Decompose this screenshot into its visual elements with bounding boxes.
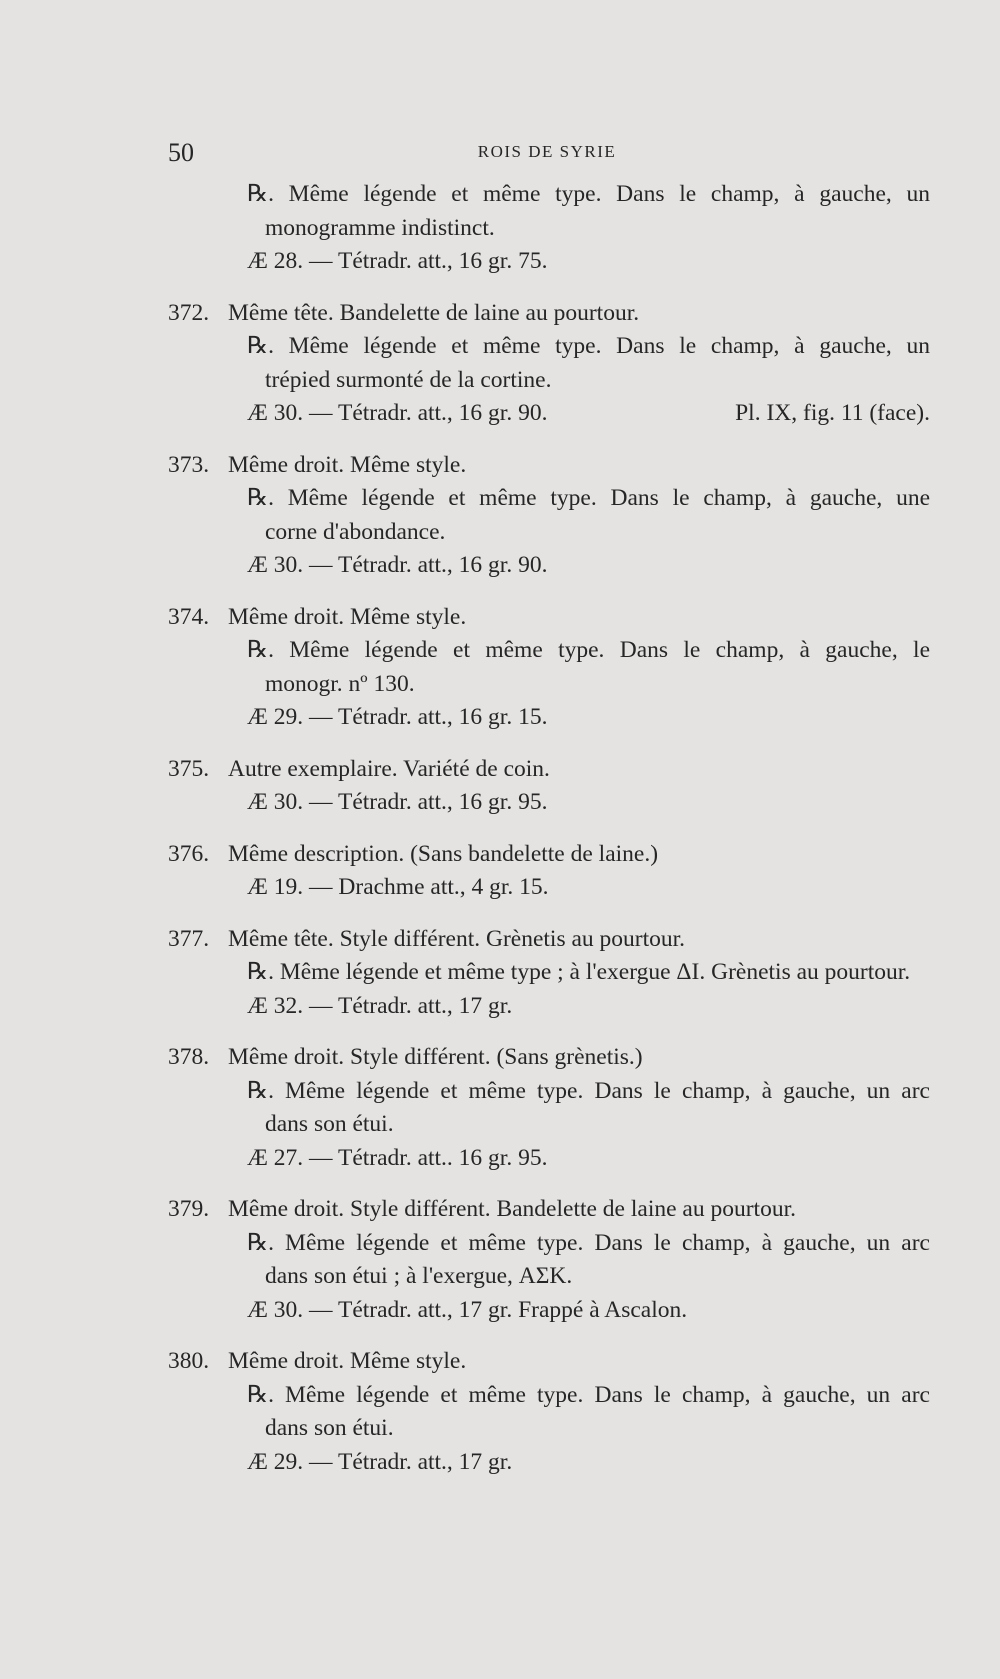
entry-text: Æ 28. — Tétradr. att., 16 gr. 75. [247, 248, 548, 274]
entry-line [168, 923, 930, 957]
catalogue-entry [168, 1193, 930, 1327]
entry-text: Même tête. Style différent. Grènetis au pourtour. [228, 925, 686, 952]
entry-line [168, 1379, 930, 1413]
entry-number: 374. [168, 603, 210, 630]
entry-line [168, 1041, 930, 1075]
entry-text: Æ 29. — Tétradr. att., 17 gr. [247, 1448, 513, 1475]
page-number: 50 [168, 138, 194, 167]
entry-line [168, 1446, 930, 1480]
entry-text: corne d'abondance. [265, 518, 446, 545]
entry-line [168, 1412, 930, 1446]
catalogue-entry [168, 178, 930, 279]
entry-text: Même tête. Bandelette de laine au pourtour. [228, 299, 640, 326]
entry-number: 379. [168, 1196, 210, 1222]
entry-number: 372. [168, 299, 210, 326]
catalogue-entry [168, 1345, 930, 1479]
entry-line [168, 364, 930, 398]
entry-text: dans son étui. [265, 1415, 394, 1441]
entry-line [168, 245, 930, 279]
entry-text: dans son étui. [265, 1111, 394, 1137]
entry-line [168, 1260, 930, 1294]
catalogue-entry [168, 923, 930, 1024]
entry-number: 380. [168, 1348, 210, 1374]
entry-text: dans son étui ; à l'exergue, ΑΣΚ. [265, 1263, 573, 1289]
catalogue-entry [168, 449, 930, 583]
entry-text: Æ 32. — Tétradr. att., 17 gr. [247, 992, 513, 1019]
entry-line [168, 1227, 930, 1261]
entry-line [168, 838, 930, 872]
entry-text: monogramme indistinct. [265, 214, 495, 241]
entry-line [168, 753, 930, 787]
entry-line [168, 1193, 930, 1227]
catalogue-entries [168, 178, 930, 1497]
catalogue-entry [168, 297, 930, 431]
entry-text: Æ 30. — Tétradr. att., 16 gr. 95. [247, 789, 548, 815]
entry-text: Æ 30. — Tétradr. att., 17 gr. Frappé à Ascalon. [247, 1296, 688, 1323]
entry-text: Même description. (Sans bandelette de laine.) [228, 840, 659, 867]
entry-text: Même droit. Style différent. (Sans grènetis.) [228, 1044, 643, 1070]
entry-line [168, 1142, 930, 1176]
entry-text: ℞. Même légende et même type. Dans le champ, à gauche, un arc [247, 1077, 930, 1104]
entry-text: Même droit. Style différent. Bandelette de laine au pourtour. [228, 1196, 796, 1222]
entry-line [168, 1345, 930, 1379]
entry-text: Même droit. Même style. [228, 603, 467, 630]
entry-text: trépied surmonté de la cortine. [265, 366, 552, 393]
entry-text: ℞. Même légende et même type. Dans le champ, à gauche, un arc [247, 1229, 930, 1256]
entry-text: Æ 27. — Tétradr. att.. 16 gr. 95. [247, 1144, 548, 1171]
entry-line [168, 1108, 930, 1142]
entry-number: 378. [168, 1044, 210, 1070]
running-title: ROIS DE SYRIE [477, 142, 617, 161]
entry-text: monogr. nº 130. [265, 670, 415, 697]
entry-line [168, 990, 930, 1024]
entry-text: ℞. Même légende et même type. Dans le champ, à gauche, un [247, 181, 930, 207]
entry-line [168, 212, 930, 246]
entry-text: Même droit. Même style. [228, 1348, 467, 1374]
entry-text: Æ 19. — Drachme att., 4 gr. 15. [247, 874, 549, 900]
entry-line [168, 516, 930, 550]
entry-line [168, 786, 930, 820]
entry-text: Æ 29. — Tétradr. att., 16 gr. 15. [247, 704, 548, 730]
entry-text: Æ 30. — Tétradr. att., 16 gr. 90. [247, 552, 548, 578]
entry-line [168, 871, 930, 905]
entry-line [168, 1075, 930, 1109]
entry-text: ℞. Même légende et même type. Dans le champ, à gauche, un arc [247, 1381, 930, 1408]
entry-text: ℞. Même légende et même type. Dans le champ, à gauche, le [247, 637, 930, 663]
plate-reference: Pl. IX, fig. 11 (face). [735, 400, 930, 426]
entry-number: 373. [168, 451, 210, 478]
entry-line [168, 601, 930, 635]
entry-number: 376. [168, 840, 210, 867]
entry-text: ℞. Même légende et même type. Dans le champ, à gauche, un [247, 333, 930, 359]
entry-line [168, 330, 930, 364]
entry-line [168, 1294, 930, 1328]
entry-line [168, 549, 930, 583]
entry-line [168, 634, 930, 668]
entry-line [168, 701, 930, 735]
entry-line [168, 449, 930, 483]
entry-text: Même droit. Même style. [228, 451, 467, 478]
entry-text: Autre exemplaire. Variété de coin. [228, 755, 550, 782]
catalogue-entry [168, 753, 930, 820]
entry-number: 375. [168, 755, 210, 782]
entry-text: ℞. Même légende et même type ; à l'exergue ΔΙ. Grènetis au pourtour. [247, 959, 911, 985]
entry-line [168, 956, 930, 990]
entry-number: 377. [168, 925, 210, 952]
entry-line [168, 397, 930, 431]
entry-text: Æ 30. — Tétradr. att., 16 gr. 90. [247, 400, 548, 426]
entry-text: ℞. Même légende et même type. Dans le champ, à gauche, une [247, 485, 930, 511]
catalogue-entry [168, 601, 930, 735]
entry-line [168, 482, 930, 516]
entry-line [168, 178, 930, 212]
catalogue-entry [168, 1041, 930, 1175]
page-header [168, 138, 926, 168]
entry-line [168, 668, 930, 702]
catalogue-entry [168, 838, 930, 905]
entry-line [168, 297, 930, 331]
